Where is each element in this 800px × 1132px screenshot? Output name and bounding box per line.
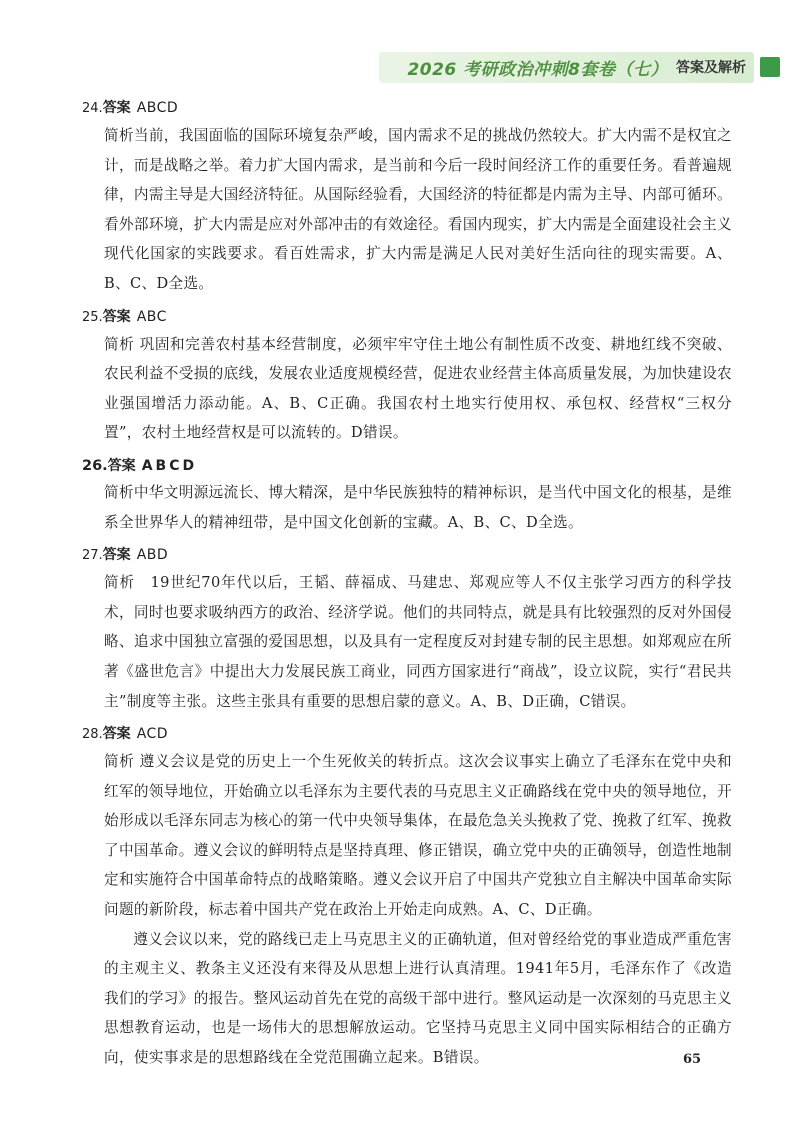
- question-number: 25.: [82, 309, 103, 325]
- question-number: 27.: [82, 548, 103, 564]
- answer-value: ABC: [136, 308, 167, 325]
- page-header: [379, 52, 780, 82]
- question-27: [82, 543, 732, 716]
- question-heading: [82, 722, 732, 747]
- answer-label: 答案: [102, 308, 131, 325]
- question-24: [82, 96, 732, 299]
- header-subtitle: 答案及解析: [676, 60, 746, 76]
- answer-value: ACD: [136, 726, 169, 743]
- answer-content: [82, 96, 732, 1079]
- answer-label: 答案: [102, 547, 131, 564]
- question-number: 26.: [82, 457, 108, 474]
- explanation-paragraph: 简析中华文明源远流长、博大精深，是中华民族独特的精神标识，是当代中国文化的根基，是维系全世界华人的精神纽带，是中国文化创新的宝藏。A、B、C、D全选。: [104, 483, 732, 531]
- question-25: [82, 305, 732, 448]
- question-heading: [82, 543, 732, 568]
- answer-label: 答案: [102, 726, 131, 743]
- answer-label: 答案: [107, 457, 136, 474]
- answer-label: 答案: [102, 100, 131, 116]
- answer-value: ABCD: [141, 457, 198, 474]
- question-26: [82, 454, 732, 537]
- question-number: 24.: [82, 101, 103, 116]
- explanation-paragraph: 简析当前，我国面临的国际环境复杂严峻，国内需求不足的挑战仍然较大。扩大内需不是权宜之计，而是战略之举。着力扩大国内需求，是当前和今后一段时间经济工作的重要任务。看普遍规律，内需主导是大国经济特征。从国际经验看，大国经济的特征都是内需为主导、内部可循环。看外部环境，扩大内需是应对外部冲击的有效途径。看国内现实，扩大内需是全面建设社会主义现代化国家的实践要求。看百姓需求，扩大内需是满足人民对美好生活向往的现实需要。A、B、C、D全选。: [104, 127, 732, 292]
- book-icon: [760, 57, 780, 77]
- explanation-paragraph: 简析 巩固和完善农村基本经营制度，必须牢牢守住土地公有制性质不改变、耕地红线不突破、农民利益不受损的底线，发展农业适度规模经营，促进农业经营主体高质量发展，为加快建设农业强国增活力添动能。A、B、C正确。我国农村土地实行使用权、承包权、经营权“三权分置”，农村土地经营权是可以流转的。D错误。: [104, 335, 732, 442]
- question-heading: [82, 96, 732, 121]
- header-band: [379, 52, 754, 83]
- answer-value: ABD: [136, 547, 169, 564]
- page-number: 65: [683, 1052, 702, 1067]
- explanation-paragraph: 遵义会议以来，党的路线已走上马克思主义的正确轨道，但对曾经给党的事业造成严重危害的主观主义、教条主义还没有来得及从思想上进行认真清理。1941年5月，毛泽东作了《改造我们的学习》的报告。整风运动首先在党的高级干部中进行。整风运动是一次深刻的马克思主义思想教育运动，也是一场伟大的思想解放运动。它坚持马克思主义同中国实际相结合的正确方向，使实事求是的思想路线在全党范围确立起来。B错误。: [104, 930, 732, 1067]
- answer-value: ABCD: [136, 100, 179, 116]
- explanation-paragraph: 简析 19世纪70年代以后，王韬、薛福成、马建忠、郑观应等人不仅主张学习西方的科学技术，同时也要求吸纳西方的政治、经济学说。他们的共同特点，就是具有比较强烈的反对外国侵略、追求中国独立富强的爱国思想，以及具有一定程度反对封建专制的民主思想。如郑观应在所著《盛世危言》中提出大力发展民族工商业，同西方国家进行“商战”，设立议院，实行“君民共主”制度等主张。这些主张具有重要的思想启蒙的意义。A、B、D正确，C错误。: [104, 574, 732, 710]
- question-number: 28.: [82, 727, 103, 743]
- question-heading: [82, 305, 732, 330]
- question-heading: [82, 454, 732, 478]
- question-28: [82, 722, 732, 1073]
- explanation-paragraph: 简析 遵义会议是党的历史上一个生死攸关的转折点。这次会议事实上确立了毛泽东在党中央和红军的领导地位，开始确立以毛泽东为主要代表的马克思主义正确路线在党中央的领导地位，开始形成以毛泽东同志为核心的第一代中央领导集体，在最危急关头挽救了党、挽救了红军、挽救了中国革命。遵义会议的鲜明特点是坚持真理、修正错误，确立党中央的正确领导，创造性地制定和实施符合中国革命特点的战略策略。遵义会议开启了中国共产党独立自主解决中国革命实际问题的新阶段，标志着中国共产党在政治上开始走向成熟。A、C、D正确。: [104, 753, 732, 919]
- header-title: 2026 考研政治冲刺8套卷（七）: [407, 59, 668, 80]
